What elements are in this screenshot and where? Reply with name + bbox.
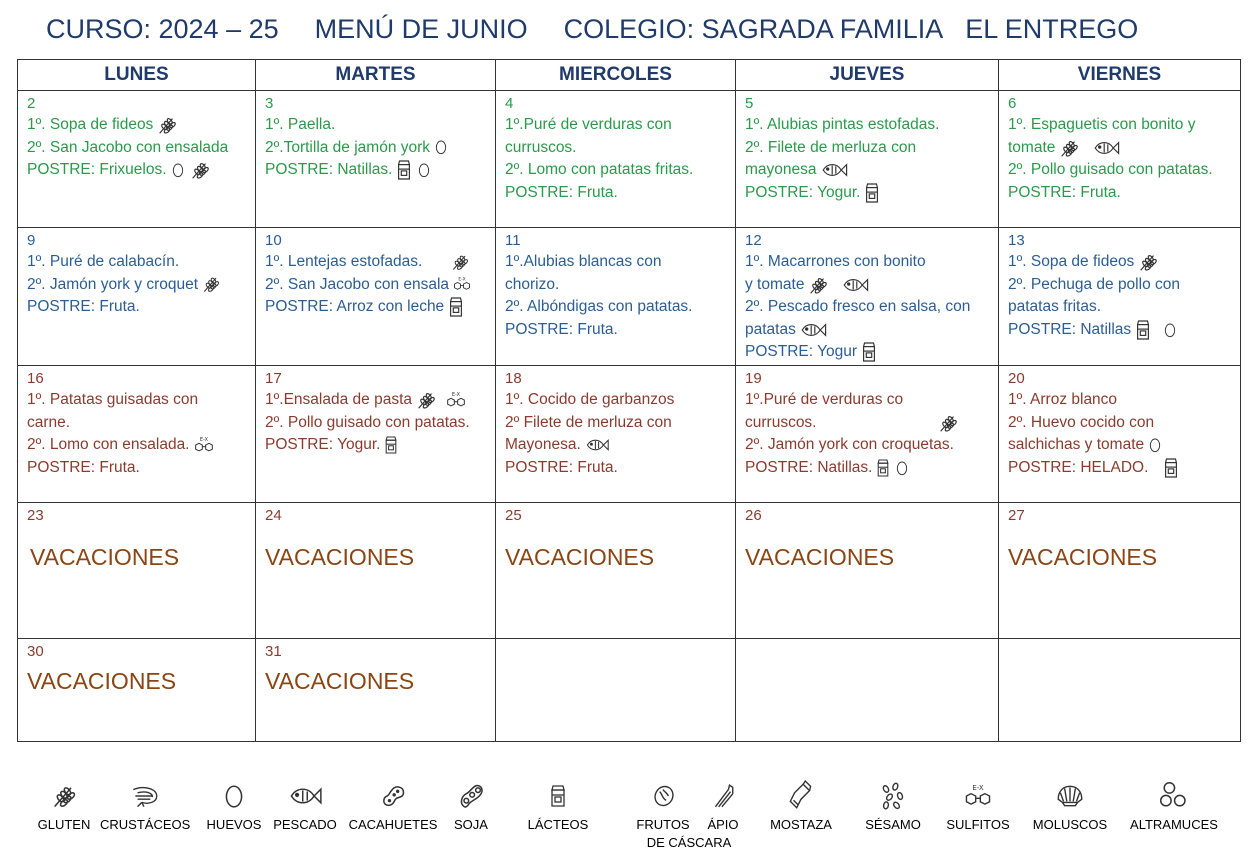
second-course: 2º. Pechuga de pollo con [1008,275,1180,293]
week-row [18,366,1241,503]
moluscos-icon [1028,776,1112,816]
mostaza-icon [766,776,836,816]
allergen-huevos: HUEVOS [202,776,266,834]
week-row [18,91,1241,228]
second-course-cont: salchichas y tomate [1008,436,1145,453]
vacation-label: VACACIONES [27,668,177,694]
day-cell [496,228,736,366]
allergen-frutos-de-cascara: FRUTOS DE CÁSCARA [640,776,738,852]
allergen-sesamo: SÉSAMO [858,776,928,834]
second-course: 2º. Filete de merluza con [745,138,917,156]
day-cell [256,91,496,228]
day-number: 18 [505,370,522,387]
dessert: POSTRE: Yogur. [745,183,861,201]
day-cell [18,503,256,639]
second-course-cont: mayonesa [745,161,817,178]
day-cell [999,228,1241,366]
day-cell [256,366,496,503]
vacation-label: VACACIONES [30,544,180,570]
sulfitos-icon [940,776,1016,816]
dessert: POSTRE: Fruta. [27,298,140,315]
first-course: 1º. Macarrones con bonito [745,253,926,270]
menu-calendar [17,59,1241,742]
gluten-icon [201,274,221,294]
dessert: POSTRE: Fruta. [505,183,618,201]
lacteos-icon [383,435,399,455]
day-number: 30 [27,643,44,660]
huevos-icon [170,161,186,179]
pescado-icon [1092,139,1120,157]
dessert: POSTRE: Frixuelos. [27,161,167,179]
first-course: 1º.Alubias blancas con [505,253,662,270]
dessert: POSTRE: Fruta. [27,458,140,476]
huevos-icon [433,137,449,157]
day-cell [496,503,736,639]
first-course: 1º. Puré de calabacín. [27,253,180,270]
day-cell-empty [999,639,1241,742]
second-course: 2º. San Jacobo con ensala [265,275,450,293]
first-course: 1º. Sopa de fideos [1008,253,1135,271]
day-number: 4 [505,95,514,112]
sulfitos-icon [445,390,467,410]
huevos-icon [1162,320,1178,340]
first-course: 1º. Paella. [265,116,336,133]
vacation-label: VACACIONES [1008,544,1158,570]
pescado-icon [841,276,869,294]
dessert: POSTRE: Yogur [745,343,858,361]
first-course: 1º. Cocido de garbanzos [505,391,675,408]
first-course-cont: carne. [27,413,71,431]
school-location: EL ENTREGO [965,14,1139,44]
allergen-mostaza: MOSTAZA [766,776,836,834]
week-row [18,228,1241,366]
gluten-icon [156,114,178,136]
gluten-icon [1137,251,1159,273]
second-course: 2º. Pollo guisado con patatas. [1008,161,1213,179]
pescado-icon [270,776,340,816]
day-cell [496,366,736,503]
dessert: POSTRE: Arroz con leche [265,298,445,316]
day-number: 26 [745,507,762,524]
huevos-icon [416,160,432,180]
vacation-label: VACACIONES [745,544,895,570]
day-number: 5 [745,95,754,112]
day-number: 17 [265,370,282,387]
day-number: 19 [745,370,762,387]
lacteos-icon [522,776,594,816]
day-number: 27 [1008,507,1025,524]
day-number: 16 [27,370,44,387]
second-course: 2º.Tortilla de jamón york [265,138,431,156]
pescado-icon [820,161,848,179]
first-course: 1º.Ensalada de pasta [265,391,412,409]
school-info [564,14,1139,52]
lacteos-icon [447,296,465,318]
day-cell [736,503,999,639]
day-number: 2 [27,95,36,112]
day-number: 31 [265,643,282,660]
weekday-header: MIERCOLES [496,60,736,91]
second-course: 2º. Huevo cocido con [1008,413,1155,431]
second-course-cont: patatas [745,320,796,338]
day-number: 25 [505,507,522,524]
day-cell [18,91,256,228]
gluten-icon [450,252,470,272]
weekday-header: JUEVES [736,60,999,91]
day-number: 11 [505,232,521,249]
second-course: 2º. Lomo con patatas fritas. [505,161,694,178]
gluten-icon [1058,137,1080,159]
dessert: POSTRE: Natillas. [745,458,873,476]
first-course: 1º. Sopa de fideos [27,116,154,134]
allergen-pescado: PESCADO [270,776,340,834]
gluten-icon [189,159,211,181]
second-course: 2º. Jamón york con croquetas. [745,436,954,454]
lacteos-icon [875,458,891,478]
day-number: 6 [1008,95,1017,112]
second-course-cont: patatas fritas. [1008,298,1102,316]
allergen-moluscos: MOLUSCOS [1028,776,1112,834]
pescado-icon [799,321,827,339]
day-cell [999,503,1241,639]
huevos-icon [1147,435,1163,455]
first-course-cont: y tomate [745,275,805,293]
first-course: 1º. Alubias pintas estofadas. [745,116,940,133]
first-course: 1º. Arroz blanco [1008,391,1118,408]
day-number: 10 [265,232,282,249]
vacation-label: VACACIONES [265,544,415,570]
first-course: 1º.Puré de verduras co [745,391,904,408]
dessert: POSTRE: Natillas. [265,161,393,179]
day-number: 12 [745,232,762,249]
weekday-header-row [18,60,1241,91]
crustaceos-icon [100,776,190,816]
day-cell [256,228,496,366]
allergen-altramuces: ALTRAMUCES [1124,776,1224,834]
sulfitos-icon [452,275,472,293]
allergen-legend [0,776,1251,858]
school-name: COLEGIO: SAGRADA FAMILIA [563,14,944,44]
page-header [46,14,1138,52]
huevos-icon [202,776,266,816]
day-cell [999,91,1241,228]
first-course-cont: chorizo. [505,275,560,293]
day-cell [256,639,496,742]
sulfitos-icon [193,435,215,455]
second-course: 2º. Albóndigas con patatas. [505,298,693,315]
lacteos-icon [395,159,413,181]
day-number: 20 [1008,370,1025,387]
day-cell [18,366,256,503]
allergen-gluten: GLUTEN [32,776,96,834]
huevos-icon [894,458,910,478]
second-course: 2º. Pollo guisado con patatas. [265,413,470,431]
weekday-header: LUNES [18,60,256,91]
gluten-icon [807,274,829,296]
pescado-icon [584,437,610,453]
day-number: 9 [27,232,36,249]
dessert: POSTRE: Fruta. [505,320,618,338]
allergen-soja: SOJA [444,776,498,834]
week-row [18,639,1241,742]
day-cell [736,228,999,366]
cacahuetes-icon [346,776,440,816]
second-course-cont: Mayonesa. [505,436,581,453]
day-cell [999,366,1241,503]
lacteos-icon [1162,457,1180,479]
gluten-icon [937,412,959,434]
day-number: 3 [265,95,274,112]
second-course: 2º. Pescado fresco en salsa, con [745,298,971,316]
day-cell-empty [496,639,736,742]
weekday-header: VIERNES [999,60,1241,91]
allergen-cacahuetes: CACAHUETES [346,776,440,834]
menu-title: MENÚ DE JUNIO [314,14,528,44]
second-course: 2º. Lomo con ensalada. [27,436,190,453]
gluten-icon [32,776,96,816]
day-number: 23 [27,507,44,524]
day-cell [736,366,999,503]
day-cell [18,639,256,742]
first-course-cont: tomate [1008,138,1056,156]
day-number: 24 [265,507,282,524]
first-course: 1º. Patatas guisadas con [27,391,199,408]
second-course: 2º. San Jacobo con ensalada [27,138,229,156]
dessert: POSTRE: Fruta. [1008,183,1121,201]
lacteos-icon [860,341,878,363]
first-course-cont: curruscos. [745,413,817,431]
second-course: 2º Filete de merluza con [505,413,672,431]
second-course: 2º. Jamón york y croquet [27,275,199,293]
dessert: POSTRE: Natillas [1008,320,1132,338]
allergen-sulfitos: SULFITOS [940,776,1016,834]
lacteos-icon [1134,319,1152,341]
vacation-label: VACACIONES [505,544,655,570]
first-course: 1º. Espaguetis con bonito y [1008,116,1196,133]
week-row [18,503,1241,639]
course-title: CURSO: 2024 – 25 [46,14,279,44]
day-cell-empty [736,639,999,742]
dessert: POSTRE: Fruta. [505,458,618,476]
vacation-label: VACACIONES [265,668,415,694]
day-cell [496,91,736,228]
allergen-crustaceos: CRUSTÁCEOS [100,776,190,834]
first-course: 1º. Lentejas estofadas. [265,253,423,270]
day-cell [736,91,999,228]
altramuces-icon [1124,776,1224,816]
soja-icon [444,776,498,816]
day-cell [256,503,496,639]
day-cell [18,228,256,366]
gluten-icon [415,389,437,411]
allergen-apio: ÁPIO [694,776,752,834]
day-number: 13 [1008,232,1025,249]
sesamo-icon [858,776,928,816]
first-course: 1º.Puré de verduras con [505,116,672,133]
lacteos-icon [863,182,881,204]
dessert: POSTRE: Yogur. [265,436,381,454]
dessert: POSTRE: HELADO. [1008,458,1149,476]
allergen-lacteos: LÁCTEOS [522,776,594,834]
weekday-header: MARTES [256,60,496,91]
apio-icon [694,776,752,816]
first-course-cont: curruscos. [505,138,577,156]
